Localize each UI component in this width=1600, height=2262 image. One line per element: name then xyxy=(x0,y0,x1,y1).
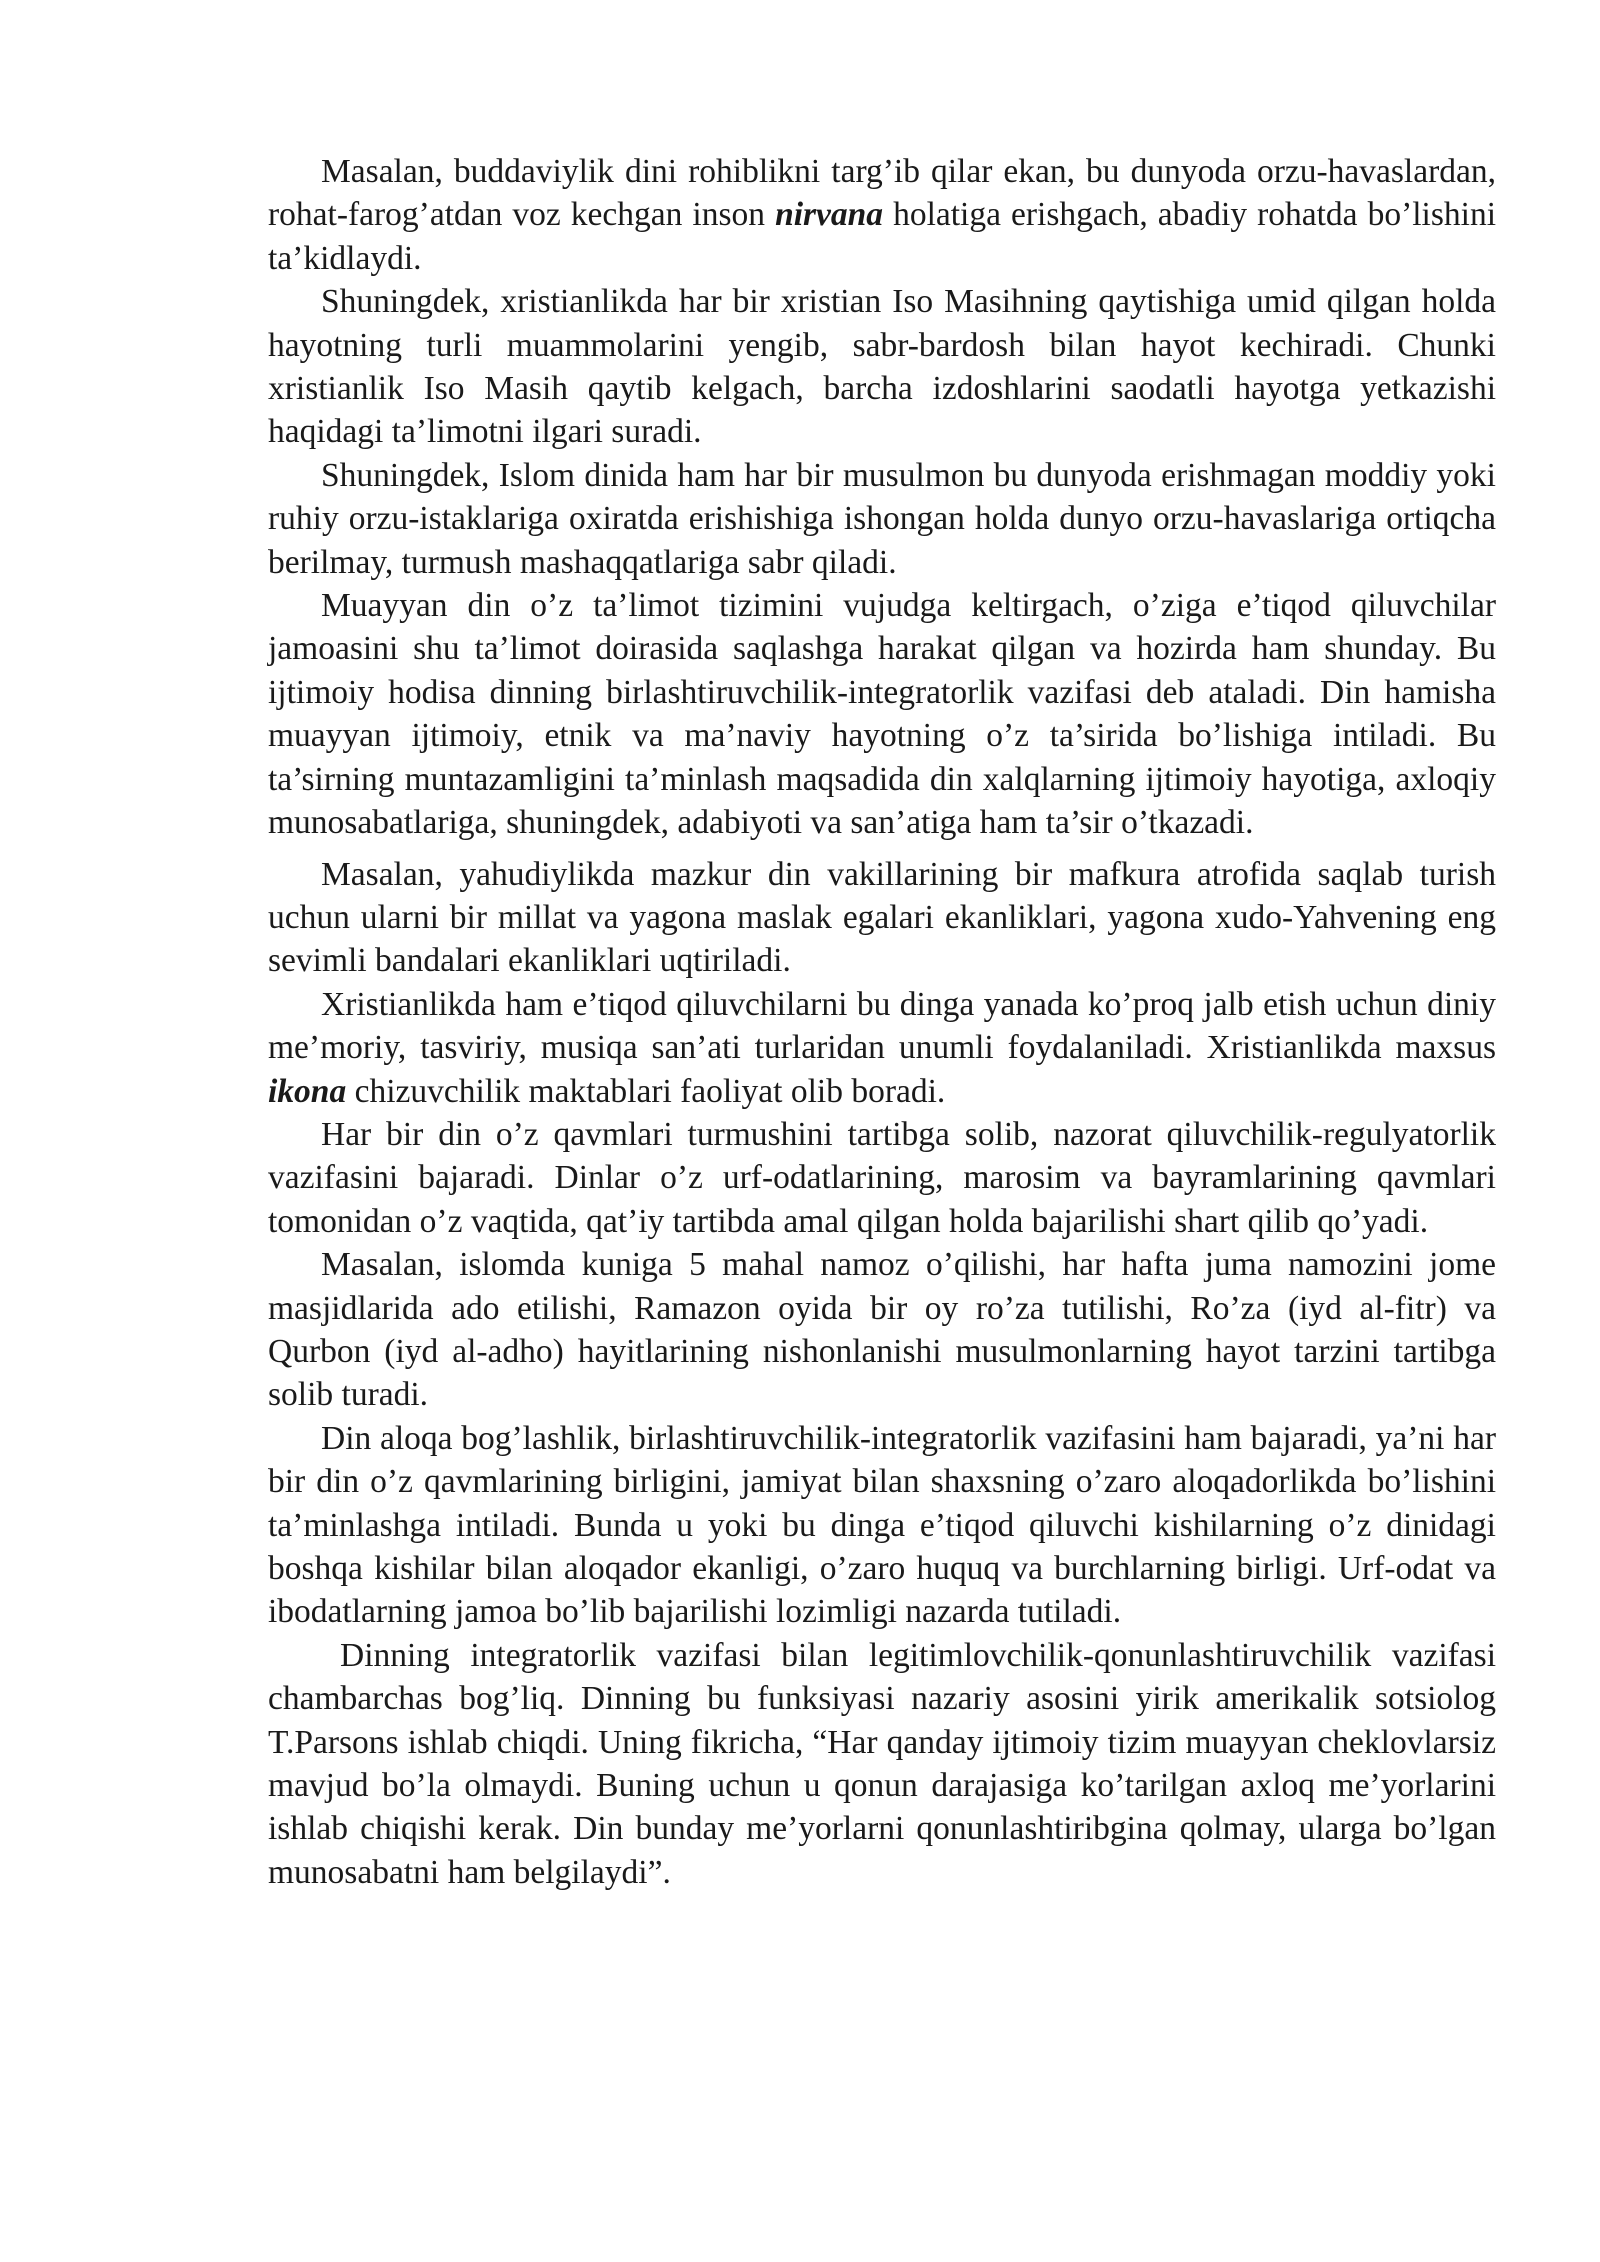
paragraph-8: Masalan, islomda kuniga 5 mahal namoz o’qilishi, har hafta juma namozini jome masjidlarida ado etilishi, Ramazon oyida bir oy ro’za tutilishi, Ro’za (iyd al-fitr) va Qurbon (iyd al-adho) hayitlarining nishonlanishi musulmonlarning hayot tarzini tartibga solib turadi. xyxy=(268,1246,1496,1414)
paragraph-6 xyxy=(268,983,1496,1113)
term-ikona: ikona xyxy=(268,1072,347,1110)
paragraph-6-text-after: chizuvchilik maktablari faoliyat olib boradi. xyxy=(346,1072,946,1110)
paragraph-7: Har bir din o’z qavmlari turmushini tartibga solib, nazorat qiluvchilik-regulyatorlik vazifasini bajaradi. Dinlar o’z urf-odatlarining, marosim va bayramlarining qavmlari tomonidan o’z vaqtida, qat’iy tartibda amal qilgan holda bajarilishi shart qilib qo’yadi. xyxy=(268,1115,1496,1240)
paragraph-5: Masalan, yahudiylikda mazkur din vakillarining bir mafkura atrofida saqlab turish uchun ularni bir millat va yagona maslak egalari ekanliklari, yagona xudo-Yahvening eng sevimli bandalari ekanliklari uqtiriladi. xyxy=(268,855,1496,980)
term-nirvana: nirvana xyxy=(775,196,884,234)
paragraph-1-text-before: Masalan, buddaviylik dini rohiblikni targ’ib qilar ekan, bu dunyoda orzu-havaslardan, rohat-farog’atdan voz kechgan inson xyxy=(268,153,1496,234)
paragraph-10: Dinning integratorlik vazifasi bilan legitimlovchilik-qonunlashtiruvchilik vazifasi chambarchas bog’liq. Dinning bu funksiyasi nazariy asosini yirik amerikalik sotsiolog T.Parsons ishlab chiqdi. Uning fikricha, “Har qanday ijtimoiy tizim muayyan cheklovlarsiz mavjud bo’la olmaydi. Buning uchun u qonun darajasiga ko’tarilgan axloq me’yorlarini ishlab chiqishi kerak. Din bunday me’yorlarni qonunlashtiribgina qolmay, ularga bo’lgan munosabatni ham belgilaydi”. xyxy=(268,1636,1496,1891)
paragraph-1 xyxy=(268,150,1496,280)
document-page xyxy=(268,150,1496,1894)
paragraph-4: Muayyan din o’z ta’limot tizimini vujudga keltirgach, o’ziga e’tiqod qiluvchilar jamoasini shu ta’limot doirasida saqlashga harakat qilgan va hozirda ham shunday. Bu ijtimoiy hodisa dinning birlashtiruvchilik-integratorlik vazifasi deb ataladi. Din hamisha muayyan ijtimoiy, etnik va ma’naviy hayotning o’z ta’sirida bo’lishiga intiladi. Bu ta’sirning muntazamligini ta’minlash maqsadida din xalqlarning ijtimoiy hayotiga, axloqiy munosabatlariga, shuningdek, adabiyoti va san’atiga ham ta’sir o’tkazadi. xyxy=(268,587,1496,842)
paragraph-1-text-after: holatiga erishgach, abadiy rohatda bo’lishini ta’kidlaydi. xyxy=(268,196,1496,277)
paragraph-9: Din aloqa bog’lashlik, birlashtiruvchilik-integratorlik vazifasini ham bajaradi, ya’ni har bir din o’z qavmlarining birligini, jamiyat bilan shaxsning o’zaro aloqadorlikda bo’lishini ta’minlashga intiladi. Bunda u yoki bu dinga e’tiqod qiluvchi kishilarning o’z dinidagi boshqa kishilar bilan aloqador ekanligi, o’zaro huquq va burchlarning birligi. Urf-odat va ibodatlarning jamoa bo’lib bajarilishi lozimligi nazarda tutiladi. xyxy=(268,1419,1496,1631)
paragraph-2: Shuningdek, xristianlikda har bir xristian Iso Masihning qaytishiga umid qilgan holda hayotning turli muammolarini yengib, sabr-bardosh bilan hayot kechiradi. Chunki xristianlik Iso Masih qaytib kelgach, barcha izdoshlarini saodatli hayotga yetkazishi haqidagi ta’limotni ilgari suradi. xyxy=(268,283,1496,451)
paragraph-3: Shuningdek, Islom dinida ham har bir musulmon bu dunyoda erishmagan moddiy yoki ruhiy orzu-istaklariga oxiratda erishishiga ishongan holda dunyo orzu-havaslariga ortiqcha berilmay, turmush mashaqqatlariga sabr qiladi. xyxy=(268,456,1496,581)
paragraph-6-text-before: Xristianlikda ham e’tiqod qiluvchilarni bu dinga yanada ko’proq jalb etish uchun diniy me’moriy, tasviriy, musiqa san’ati turlaridan unumli foydalaniladi. Xristianlikda maxsus xyxy=(268,985,1496,1067)
